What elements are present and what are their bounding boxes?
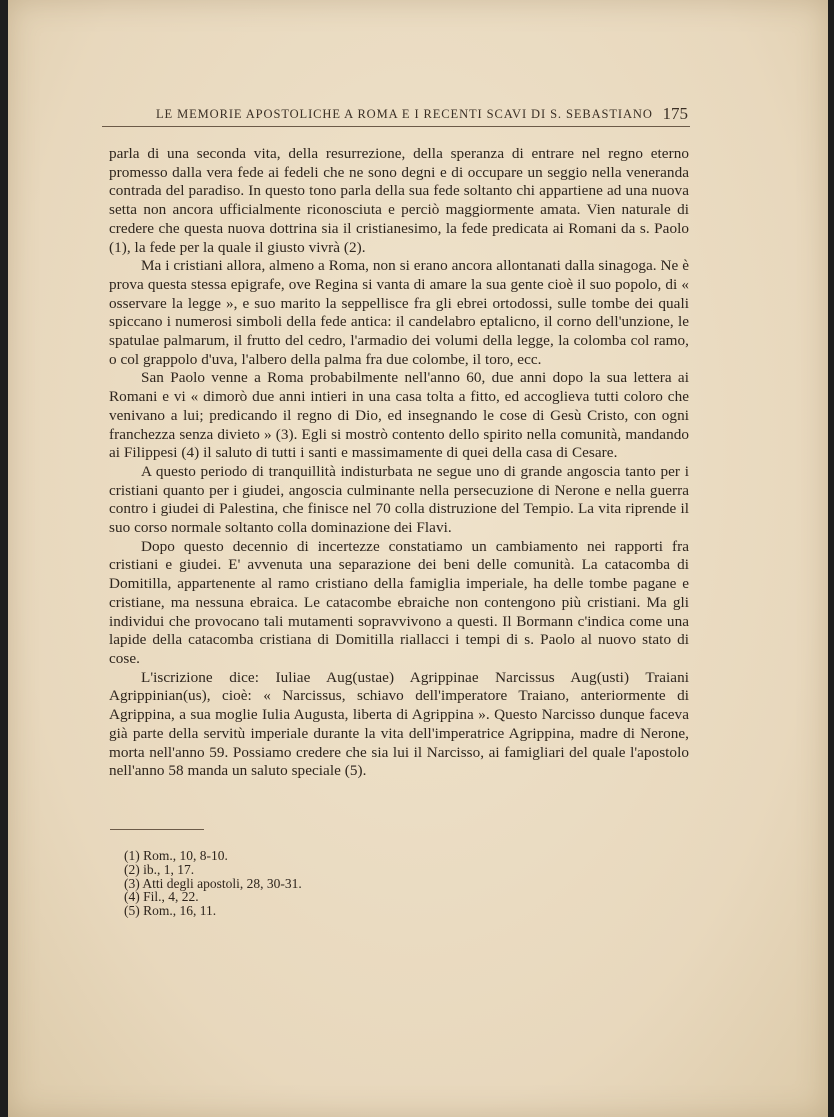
paragraph: San Paolo venne a Roma probabilmente nell'anno 60, due anni dopo la sua lettera ai Romani e vi « dimorò due anni intieri in una casa tolta a fitto, ed accoglieva tutti coloro che venivano a lui; predicando il regno di Dio, ed insegnando le cose di Gesù Cristo, con ogni franchezza senza divieto » (3). Egli si mostrò contento dello spirito nella comunità, mandando ai Filippesi (4) il saluto di tutti i santi e massimamente di quei della casa di Cesare.	[109, 369, 689, 462]
footnote-rule	[110, 829, 204, 830]
footnote: (4) Fil., 4, 22.	[124, 889, 199, 905]
footnote: (1) Rom., 10, 8-10.	[124, 848, 228, 863]
footnote: (3) Atti degli apostoli, 28, 30-31.	[124, 875, 302, 891]
page-header	[102, 104, 690, 127]
body-text	[109, 145, 689, 781]
paragraph: parla di una seconda vita, della resurrezione, della speranza di entrare nel regno eterno promesso dalla vera fede ai fedeli che ne sono degni e di occupare un seggio nella veneranda contrada del paradiso. In questo tono parla della sua fede soltanto chi appartiene ad una nuova setta non ancora ufficialmente riconosciuta e perciò maggiormente amata. Vien naturale di credere che questa nuova dottrina sia il cristianesimo, la fede predicata ai Romani da s. Paolo (1), la fede per la quale il giusto vivrà (2).	[109, 145, 689, 256]
paragraph: Dopo questo decennio di incertezze constatiamo un cambiamento nei rapporti fra cristiani e giudei. E' avvenuta una separazione dei beni delle comunità. La catacomba di Domitilla, appartenente al ramo cristiano della famiglia imperiale, ha delle tombe pagane e cristiane, ma nessuna ebraica. Le catacombe ebraiche non contengono più cristiani. Ma gli individui che provocano tali mutamenti sopravvivono a questi. Il Bormann c'indica come una lapide della catacomba cristiana di Domitilla riallacci i tempi di s. Paolo al nuovo stato di cose.	[109, 537, 689, 667]
running-title: LE MEMORIE APOSTOLICHE A ROMA E I RECENTI SCAVI DI S. SEBASTIANO	[156, 107, 653, 121]
page-number: 175	[662, 104, 688, 123]
book-page	[8, 0, 828, 1117]
footnotes	[124, 849, 524, 918]
paragraph: L'iscrizione dice: Iuliae Aug(ustae) Agrippinae Narcissus Aug(usti) Traiani Agrippinian(us), cioè: « Narcissus, schiavo dell'imperatore Traiano, anteriormente di Agrippina, a sua moglie Iulia Augusta, liberta di Agrippina ». Questo Narcisso dunque faceva già parte della servitù imperiale durante la vita dell'imperatrice Agrippina, madre di Nerone, morta nell'anno 59. Possiamo credere che sia lui il Narcisso, ai famigliari del quale l'apostolo nell'anno 58 manda un saluto speciale (5).	[109, 668, 689, 780]
paragraph: Ma i cristiani allora, almeno a Roma, non si erano ancora allontanati dalla sinagoga. Ne è prova questa stessa epigrafe, ove Regina si vanta di amare la sua gente cioè il suo popolo, di « osservare la legge », e suo marito la seppellisce fra gli ebrei ortodossi, sulle tombe dei quali spiccano i numerosi simboli della fede antica: il candelabro eptalicno, il corno dell'unzione, le spatulae palmarum, il frutto del cedro, l'armadio dei volumi della legge, la colomba col ramo, o col grappolo d'uva, l'albero della palma fra due colombe, il toro, ecc.	[109, 257, 689, 368]
footnote: (2) ib., 1, 17.	[124, 861, 195, 877]
footnote: (5) Rom., 16, 11.	[124, 903, 217, 919]
paragraph: A questo periodo di tranquillità indisturbata ne segue uno di grande angoscia tanto per i cristiani quanto per i giudei, angoscia culminante nella persecuzione di Nerone e nella guerra contro i giudei di Palestina, che finisce nel 70 colla distruzione del Tempio. La vita riprende il suo corso normale soltanto colla dominazione dei Flavi.	[109, 462, 689, 537]
